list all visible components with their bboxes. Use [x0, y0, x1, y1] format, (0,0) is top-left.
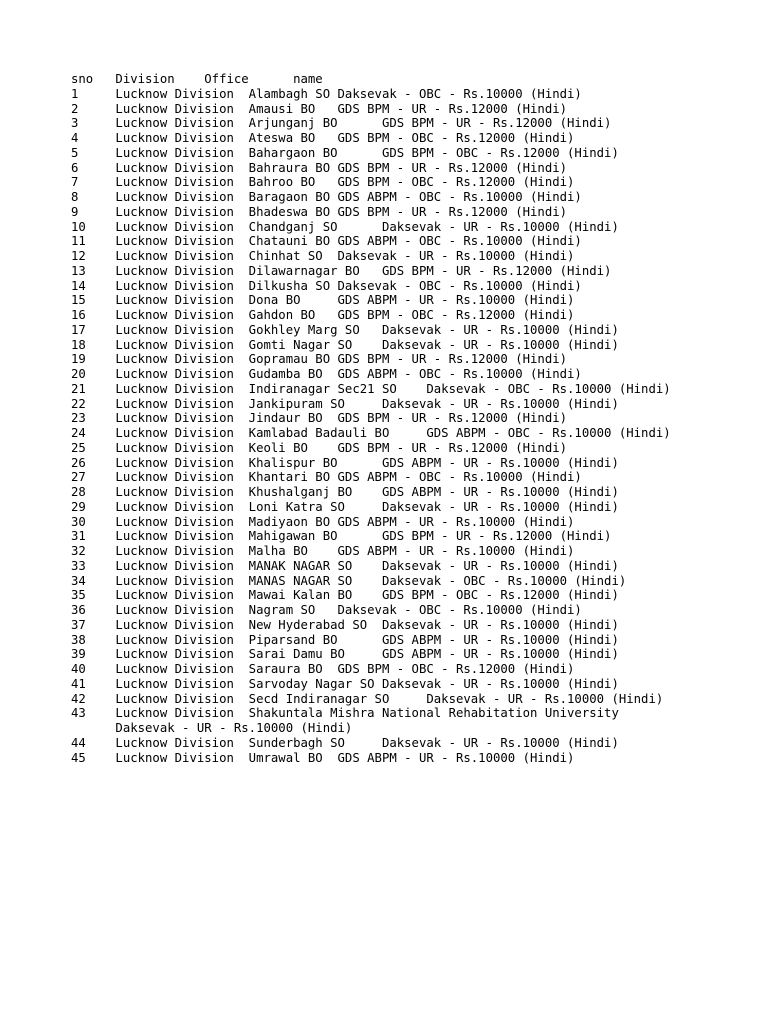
- table-row: 9 Lucknow Division Bhadeswa BO GDS BPM - UR - Rs.12000 (Hindi): [71, 204, 568, 219]
- table-row: 29 Lucknow Division Loni Katra SO Daksevak - UR - Rs.10000 (Hindi): [71, 499, 619, 514]
- table-row: 22 Lucknow Division Jankipuram SO Daksevak - UR - Rs.10000 (Hindi): [71, 396, 619, 411]
- table-row: 42 Lucknow Division Secd Indiranagar SO Daksevak - UR - Rs.10000 (Hindi): [71, 691, 664, 706]
- table-row: 38 Lucknow Division Piparsand BO GDS ABPM - UR - Rs.10000 (Hindi): [71, 632, 619, 647]
- table-row: 4 Lucknow Division Ateswa BO GDS BPM - OBC - Rs.12000 (Hindi): [71, 131, 575, 145]
- table-row: 17 Lucknow Division Gokhley Marg SO Daksevak - UR - Rs.10000 (Hindi): [71, 322, 619, 337]
- table-row: 19 Lucknow Division Gopramau BO GDS BPM - UR - Rs.12000 (Hindi): [71, 352, 568, 367]
- table-row: 34 Lucknow Division MANAS NAGAR SO Daksevak - OBC - Rs.10000 (Hindi): [71, 573, 627, 588]
- table-row: 3 Lucknow Division Arjunganj BO GDS BPM - UR - Rs.12000 (Hindi): [71, 116, 612, 131]
- table-row: 35 Lucknow Division Mawai Kalan BO GDS BPM - OBC - Rs.12000 (Hindi): [71, 588, 619, 603]
- table-row: 31 Lucknow Division Mahigawan BO GDS BPM - UR - Rs.12000 (Hindi): [71, 529, 612, 544]
- table-row: 26 Lucknow Division Khalispur BO GDS ABPM - UR - Rs.10000 (Hindi): [71, 455, 619, 470]
- table-row-continuation: Daksevak - UR - Rs.10000 (Hindi): [71, 721, 353, 735]
- table-row: 33 Lucknow Division MANAK NAGAR SO Daksevak - UR - Rs.10000 (Hindi): [71, 558, 619, 573]
- table-row: 21 Lucknow Division Indiranagar Sec21 SO Daksevak - OBC - Rs.10000 (Hindi): [71, 381, 671, 396]
- table-row: 11 Lucknow Division Chatauni BO GDS ABPM - OBC - Rs.10000 (Hindi): [71, 234, 582, 249]
- table-row: 12 Lucknow Division Chinhat SO Daksevak - UR - Rs.10000 (Hindi): [71, 249, 575, 263]
- table-row: 41 Lucknow Division Sarvoday Nagar SO Daksevak - UR - Rs.10000 (Hindi): [71, 676, 619, 691]
- table-row: 10 Lucknow Division Chandganj SO Daksevak - UR - Rs.10000 (Hindi): [71, 219, 619, 234]
- table-row: 45 Lucknow Division Umrawal BO GDS ABPM - UR - Rs.10000 (Hindi): [71, 750, 575, 765]
- table-row: 23 Lucknow Division Jindaur BO GDS BPM - UR - Rs.12000 (Hindi): [71, 411, 568, 426]
- table-row: 14 Lucknow Division Dilkusha SO Daksevak - OBC - Rs.10000 (Hindi): [71, 278, 582, 293]
- table-row: 36 Lucknow Division Nagram SO Daksevak - OBC - Rs.10000 (Hindi): [71, 603, 582, 617]
- header-row: sno Division Office name: [71, 72, 323, 86]
- table-row: 15 Lucknow Division Dona BO GDS ABPM - UR - Rs.10000 (Hindi): [71, 293, 575, 308]
- table-row: 43 Lucknow Division Shakuntala Mishra National Rehabitation University: [71, 706, 619, 721]
- table-row: 13 Lucknow Division Dilawarnagar BO GDS BPM - UR - Rs.12000 (Hindi): [71, 263, 612, 278]
- table-row: 28 Lucknow Division Khushalganj BO GDS ABPM - UR - Rs.10000 (Hindi): [71, 485, 619, 499]
- table-row: 25 Lucknow Division Keoli BO GDS BPM - UR - Rs.12000 (Hindi): [71, 440, 568, 455]
- table-row: 5 Lucknow Division Bahargaon BO GDS BPM - OBC - Rs.12000 (Hindi): [71, 145, 619, 160]
- table-row: 37 Lucknow Division New Hyderabad SO Daksevak - UR - Rs.10000 (Hindi): [71, 617, 619, 632]
- table-row: 44 Lucknow Division Sunderbagh SO Daksevak - UR - Rs.10000 (Hindi): [71, 735, 619, 750]
- document-text: [71, 72, 671, 765]
- table-row: 39 Lucknow Division Sarai Damu BO GDS ABPM - UR - Rs.10000 (Hindi): [71, 647, 619, 662]
- table-row: 40 Lucknow Division Saraura BO GDS BPM - OBC - Rs.12000 (Hindi): [71, 662, 575, 676]
- table-row: 8 Lucknow Division Baragaon BO GDS ABPM - OBC - Rs.10000 (Hindi): [71, 190, 582, 204]
- table-row: 18 Lucknow Division Gomti Nagar SO Daksevak - UR - Rs.10000 (Hindi): [71, 337, 619, 352]
- table-row: 2 Lucknow Division Amausi BO GDS BPM - UR - Rs.12000 (Hindi): [71, 101, 568, 116]
- table-row: 1 Lucknow Division Alambagh SO Daksevak - OBC - Rs.10000 (Hindi): [71, 86, 582, 101]
- table-row: 7 Lucknow Division Bahroo BO GDS BPM - OBC - Rs.12000 (Hindi): [71, 175, 575, 190]
- table-row: 27 Lucknow Division Khantari BO GDS ABPM - OBC - Rs.10000 (Hindi): [71, 470, 582, 485]
- table-row: 24 Lucknow Division Kamlabad Badauli BO GDS ABPM - OBC - Rs.10000 (Hindi): [71, 426, 671, 440]
- table-row: 16 Lucknow Division Gahdon BO GDS BPM - OBC - Rs.12000 (Hindi): [71, 308, 575, 322]
- table-row: 32 Lucknow Division Malha BO GDS ABPM - UR - Rs.10000 (Hindi): [71, 544, 575, 558]
- table-row: 30 Lucknow Division Madiyaon BO GDS ABPM - UR - Rs.10000 (Hindi): [71, 514, 575, 529]
- table-row: 20 Lucknow Division Gudamba BO GDS ABPM - OBC - Rs.10000 (Hindi): [71, 367, 582, 381]
- table-row: 6 Lucknow Division Bahraura BO GDS BPM - UR - Rs.12000 (Hindi): [71, 160, 568, 175]
